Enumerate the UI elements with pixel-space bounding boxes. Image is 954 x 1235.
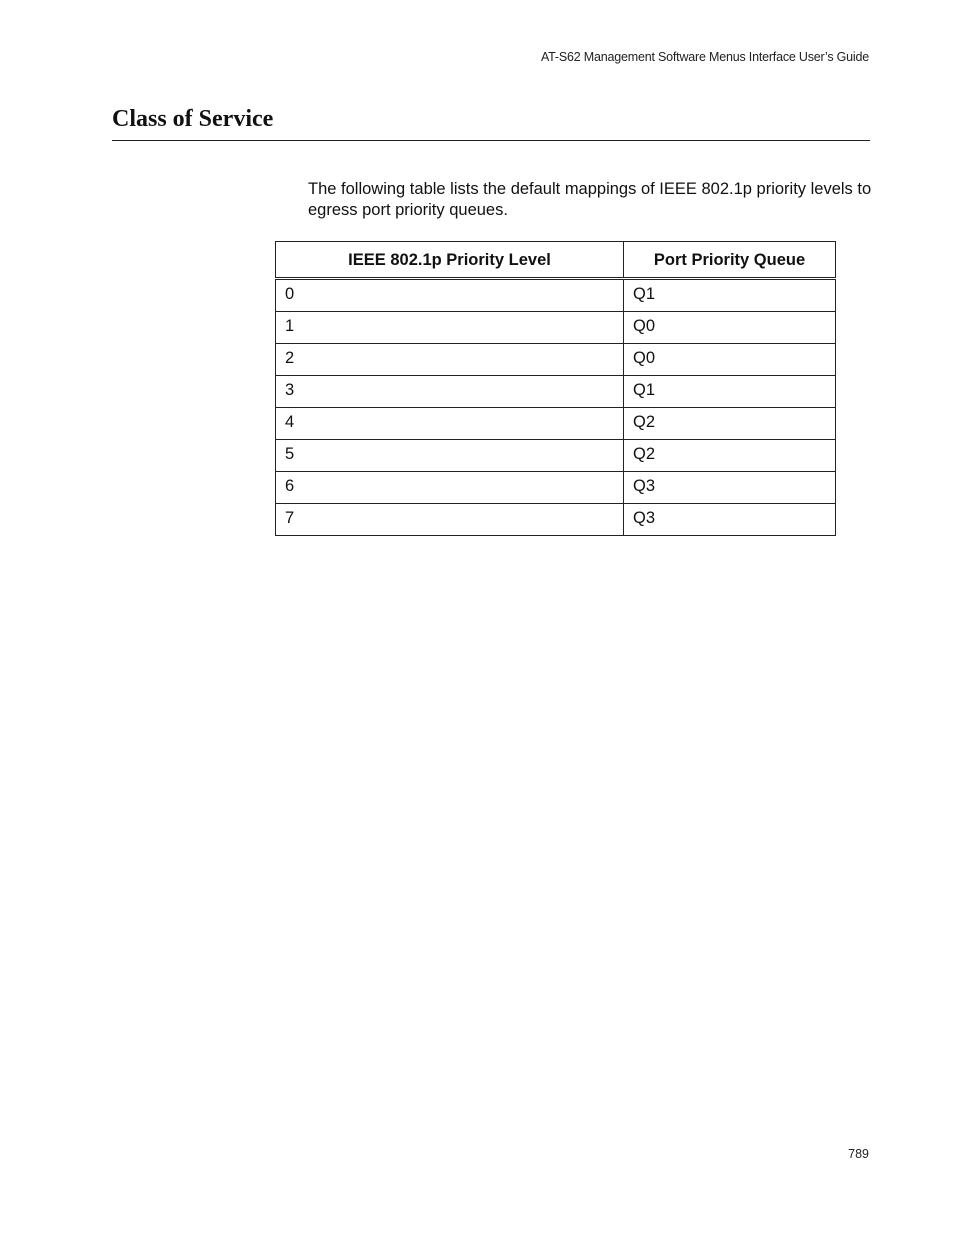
port-queue-cell: Q0 bbox=[624, 312, 836, 344]
port-queue-cell: Q2 bbox=[624, 408, 836, 440]
priority-level-cell: 3 bbox=[276, 376, 624, 408]
section-title: Class of Service bbox=[112, 106, 274, 132]
running-header: AT-S62 Management Software Menus Interface User’s Guide bbox=[540, 50, 869, 64]
table-row bbox=[276, 279, 836, 312]
table-header-row bbox=[276, 242, 836, 279]
column-header-port-queue: Port Priority Queue bbox=[624, 242, 836, 279]
priority-level-cell: 0 bbox=[276, 279, 624, 312]
priority-level-cell: 4 bbox=[276, 408, 624, 440]
table-row bbox=[276, 440, 836, 472]
port-queue-cell: Q0 bbox=[624, 344, 836, 376]
priority-level-cell: 5 bbox=[276, 440, 624, 472]
column-header-priority-level: IEEE 802.1p Priority Level bbox=[276, 242, 624, 279]
port-queue-cell: Q3 bbox=[624, 472, 836, 504]
port-queue-cell: Q3 bbox=[624, 504, 836, 536]
table-row bbox=[276, 312, 836, 344]
page-number: 789 bbox=[848, 1147, 869, 1161]
table-row bbox=[276, 408, 836, 440]
priority-level-cell: 2 bbox=[276, 344, 624, 376]
priority-level-cell: 6 bbox=[276, 472, 624, 504]
table-row bbox=[276, 472, 836, 504]
title-rule bbox=[112, 140, 870, 141]
table-row bbox=[276, 504, 836, 536]
table-row bbox=[276, 344, 836, 376]
table-row bbox=[276, 376, 836, 408]
port-queue-cell: Q2 bbox=[624, 440, 836, 472]
intro-paragraph: The following table lists the default mappings of IEEE 802.1p priority levels to egress port priority queues. bbox=[308, 180, 872, 219]
priority-level-cell: 1 bbox=[276, 312, 624, 344]
priority-mapping-table bbox=[275, 241, 836, 536]
port-queue-cell: Q1 bbox=[624, 376, 836, 408]
port-queue-cell: Q1 bbox=[624, 279, 836, 312]
priority-level-cell: 7 bbox=[276, 504, 624, 536]
